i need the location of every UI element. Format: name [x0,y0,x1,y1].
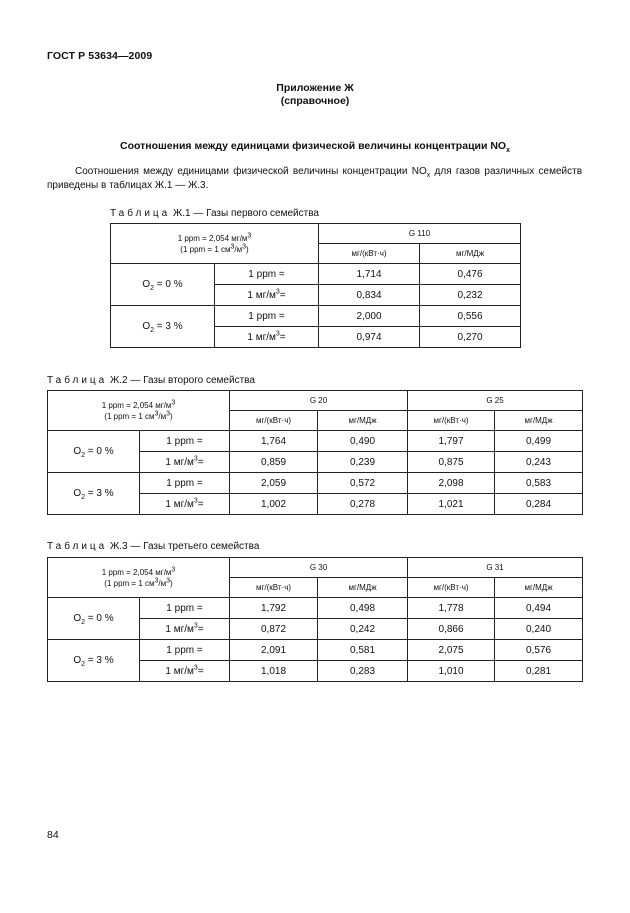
section-title: Соотношения между единицами физической величины концентрации $NO_x$ [119,140,511,155]
table-cell: 0,974 [319,327,420,348]
table-cell: 0,240 [495,619,583,640]
table-cell: 0,499 [495,431,583,452]
table2-unit-ppm: 1 ppm = [140,431,230,452]
table3-col-kwh: мг/(кВт·ч) [408,578,495,598]
table2-col-kwh: мг/(кВт·ч) [408,411,495,431]
table2-unit-mg: 1 $мг/м^3=$ [140,494,230,515]
table-cell: 0,875 [408,452,495,473]
table2-gas-a-header: G 20 [230,391,408,411]
table-cell: 0,243 [495,452,583,473]
table-cell: 0,476 [420,264,521,285]
table3-unit-mg: 1 $мг/м^3=$ [140,619,230,640]
table-cell: 2,075 [408,640,495,661]
table3-conversion-cell: 1 ppm = 2,054 $мг/м^3$ (1 ppm = 1 $см^3/м^3$) [48,558,230,598]
table1-unit-mg: 1 $мг/м^3=$ [215,285,319,306]
table-cell: 1,714 [319,264,420,285]
table3-o2-3: $O_2 = 3$ % [48,640,140,682]
table2 [47,390,583,515]
table-cell: 2,000 [319,306,420,327]
table-cell: 2,091 [230,640,318,661]
table1-col-mj: мг/МДж [420,244,521,264]
table-cell: 0,498 [318,598,408,619]
table2-o2-0: $O_2 = 0$ % [48,431,140,473]
intro-paragraph: Соотношения между единицами физической величины концентрации $NO_x$ для газов различных семейств приведены в таблицах Ж.1 — Ж.3. [47,166,583,191]
table2-o2-3: $O_2 = 3$ % [48,473,140,515]
table-cell: 0,866 [408,619,495,640]
table-cell: 0,232 [420,285,521,306]
table-cell: 0,494 [495,598,583,619]
table-cell: 0,872 [230,619,318,640]
table3-caption: Таблица Ж.3 — Газы третьего семейства [47,541,260,552]
table2-conversion-cell: 1 ppm = 2,054 $мг/м^3$ (1 ppm = 1 $см^3/м^3$) [48,391,230,431]
table3-unit-ppm: 1 ppm = [140,598,230,619]
table1-caption: Таблица Ж.1 — Газы первого семейства [110,208,319,219]
table-cell: 2,098 [408,473,495,494]
table-cell: 0,270 [420,327,521,348]
table-cell: 0,283 [318,661,408,682]
table-cell: 0,490 [318,431,408,452]
table1-o2-0: $O_2 = 0$ % [111,264,215,306]
table2-gas-b-header: G 25 [408,391,583,411]
table-cell: 0,281 [495,661,583,682]
table1-unit-mg: 1 $мг/м^3=$ [215,327,319,348]
table1-unit-ppm: 1 ppm = [215,264,319,285]
table1-gas-header: G 110 [319,224,521,244]
table-cell: 0,572 [318,473,408,494]
table-cell: 1,778 [408,598,495,619]
table-cell: 1,010 [408,661,495,682]
table-cell: 0,834 [319,285,420,306]
table-cell: 1,018 [230,661,318,682]
table-cell: 0,556 [420,306,521,327]
table-cell: 0,581 [318,640,408,661]
table3-unit-ppm: 1 ppm = [140,640,230,661]
table3-gas-a-header: G 30 [230,558,408,578]
table-cell: 0,284 [495,494,583,515]
table1 [110,223,521,348]
table-cell: 0,239 [318,452,408,473]
table1-conversion-cell: 1 ppm = 2,054 $мг/м^3$ (1 ppm = 1 $см^3/м^3$) [111,224,319,264]
table-cell: 0,242 [318,619,408,640]
table2-col-mj: мг/МДж [318,411,408,431]
table-cell: 1,002 [230,494,318,515]
table1-unit-ppm: 1 ppm = [215,306,319,327]
table-cell: 1,792 [230,598,318,619]
table3-col-kwh: мг/(кВт·ч) [230,578,318,598]
table3-col-mj: мг/МДж [318,578,408,598]
table-cell: 0,576 [495,640,583,661]
table2-col-mj: мг/МДж [495,411,583,431]
table3-col-mj: мг/МДж [495,578,583,598]
table-cell: 1,797 [408,431,495,452]
table-cell: 1,764 [230,431,318,452]
table-cell: 0,583 [495,473,583,494]
table2-caption: Таблица Ж.2 — Газы второго семейства [47,375,255,386]
table1-o2-3: $O_2 = 3$ % [111,306,215,348]
doc-header: ГОСТ Р 53634—2009 [47,50,153,62]
table-cell: 1,021 [408,494,495,515]
table-cell: 2,059 [230,473,318,494]
page-number: 84 [47,829,59,841]
table3-o2-0: $O_2 = 0$ % [48,598,140,640]
table2-col-kwh: мг/(кВт·ч) [230,411,318,431]
table-cell: 0,859 [230,452,318,473]
table2-unit-mg: 1 $мг/м^3=$ [140,452,230,473]
appendix-title: Приложение Ж [276,82,354,94]
table1-col-kwh: мг/(кВт·ч) [319,244,420,264]
table3-gas-b-header: G 31 [408,558,583,578]
appendix-subtitle: (справочное) [280,95,350,107]
table3-unit-mg: 1 $мг/м^3=$ [140,661,230,682]
table3 [47,557,583,682]
table-cell: 0,278 [318,494,408,515]
table2-unit-ppm: 1 ppm = [140,473,230,494]
